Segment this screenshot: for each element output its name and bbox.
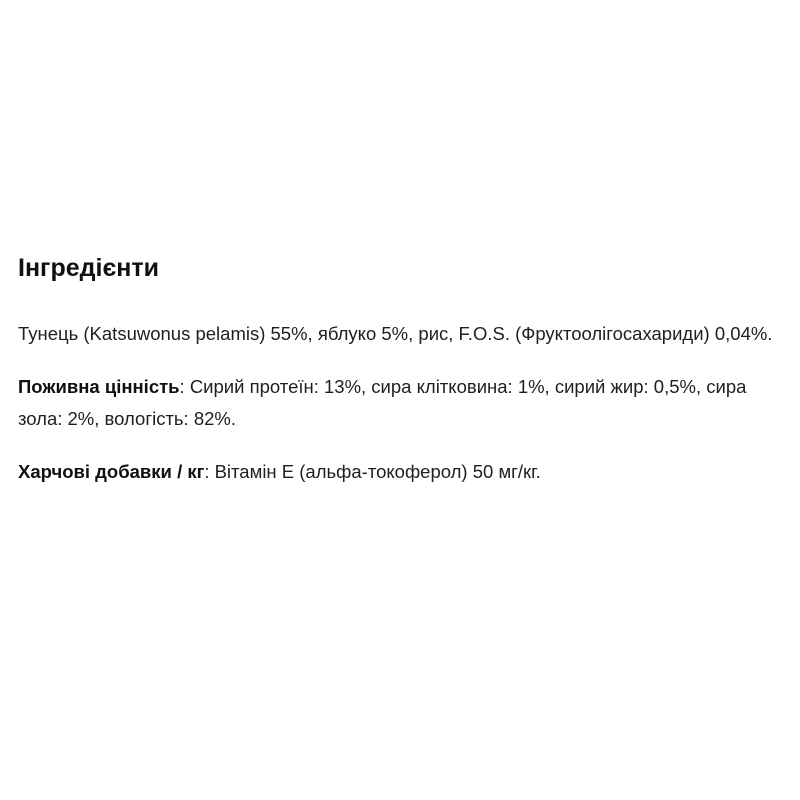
additives-paragraph <box>18 456 788 488</box>
nutrition-text: : Сирий протеїн: 13%, сира клітковина: 1%, сирий жир: 0,5%, сира зола: 2%, вологість: 82%. <box>18 376 747 429</box>
ingredients-text: Тунець (Katsuwonus pelamis) 55%, яблуко 5%, рис, F.O.S. (Фруктоолігосахариди) 0,04%. <box>18 323 773 344</box>
nutrition-paragraph <box>18 371 788 435</box>
product-description <box>18 252 788 488</box>
additives-label: Харчові добавки / кг <box>18 461 205 482</box>
additives-text: : Вітамін Е (альфа-токоферол) 50 мг/кг. <box>204 461 541 482</box>
nutrition-label: Поживна цінність <box>18 376 180 397</box>
ingredients-heading: Інгредієнти <box>18 254 159 282</box>
